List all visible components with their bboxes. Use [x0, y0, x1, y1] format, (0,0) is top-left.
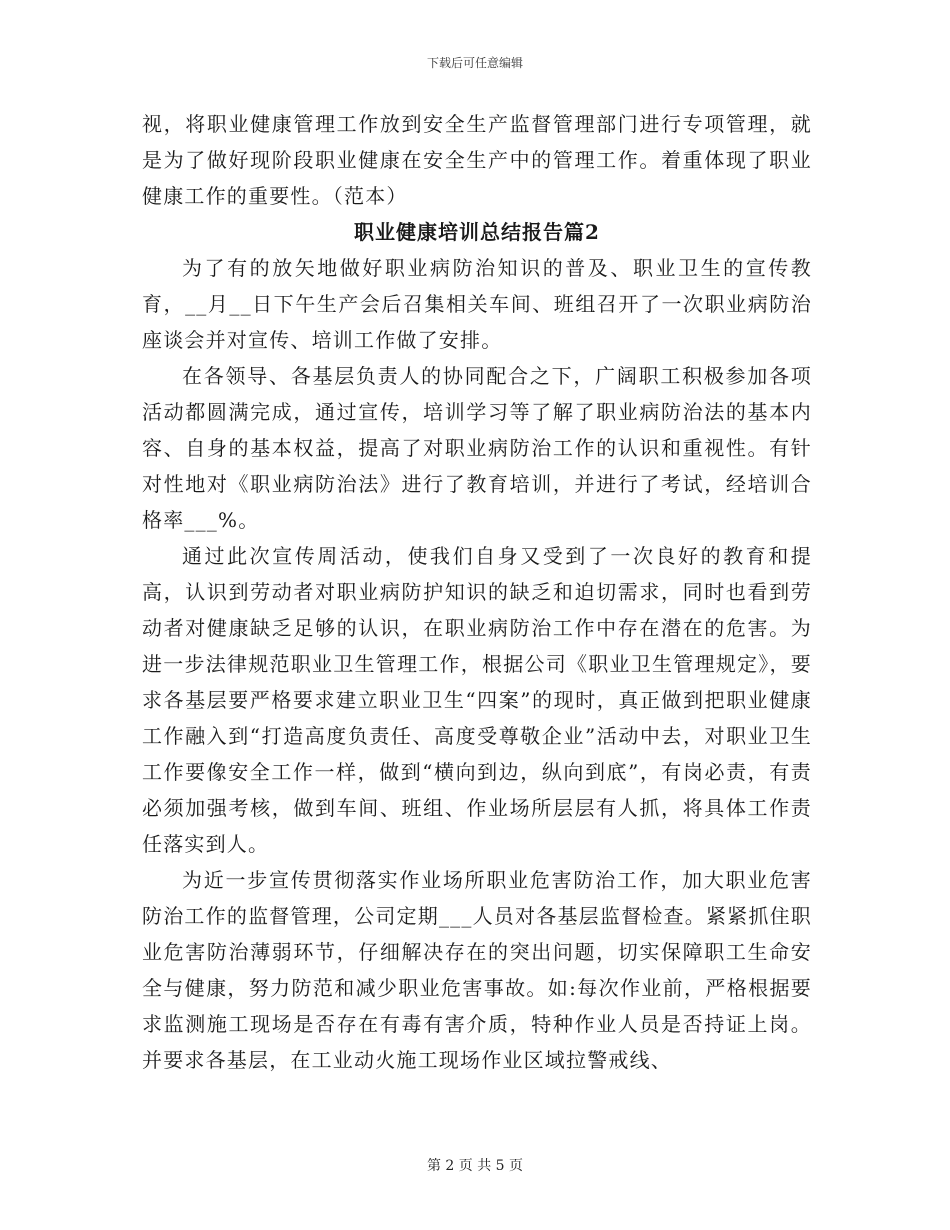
page-header-note: 下载后可任意编辑	[426, 56, 523, 70]
body-paragraph-4: 为近一步宣传贯彻落实作业场所职业危害防治工作，加大职业危害防治工作的监督管理，公司定期___人员对各基层监督检查。紧紧抓住职业危害防治薄弱环节，仔细解决存在的突出问题，切实保障职工生命安全与健康，努力防范和减少职业危害事故。如:每次作业前，严格根据要求监测施工现场是否存在有毒有害介质，特种作业人员是否持证上岗。并要求各基层，在工业动火施工现场作业区域拉警戒线、	[142, 868, 812, 1072]
body-paragraph-2: 在各领导、各基层负责人的协同配合之下，广阔职工积极参加各项活动都圆满完成，通过宣传，培训学习等了解了职业病防治法的基本内容、自身的基本权益，提高了对职业病防治工作的认识和重视性。有针对性地对《职业病防治法》进行了教育培训，并进行了考试，经培训合格率___%。	[142, 364, 812, 532]
body-paragraph-1: 为了有的放矢地做好职业病防治知识的普及、职业卫生的宣传教育，__月__日下午生产会后召集相关车间、班组召开了一次职业病防治座谈会并对宣传、培训工作做了安排。	[142, 256, 812, 352]
document-body	[142, 106, 812, 1078]
body-paragraph-3: 通过此次宣传周活动，使我们自身又受到了一次良好的教育和提高，认识到劳动者对职业病防护知识的缺乏和迫切需求，同时也看到劳动者对健康缺乏足够的认识，在职业病防治工作中存在潜在的危害。为进一步法律规范职业卫生管理工作，根据公司《职业卫生管理规定》，要求各基层要严格要求建立职业卫生“四案”的现时，真正做到把职业健康工作融入到“打造高度负责任、高度受尊敬企业”活动中去，对职业卫生工作要像安全工作一样，做到“横向到边，纵向到底”，有岗必责，有责必须加强考核，做到车间、班组、作业场所层层有人抓，将具体工作责任落实到人。	[142, 544, 812, 856]
page-number: 第 2 页 共 5 页	[426, 1158, 524, 1174]
continuation-paragraph: 视，将职业健康管理工作放到安全生产监督管理部门进行专项管理，就是为了做好现阶段职业健康在安全生产中的管理工作。着重体现了职业健康工作的重要性。（范本）	[142, 112, 812, 208]
section-title: 职业健康培训总结报告篇2	[354, 220, 600, 244]
